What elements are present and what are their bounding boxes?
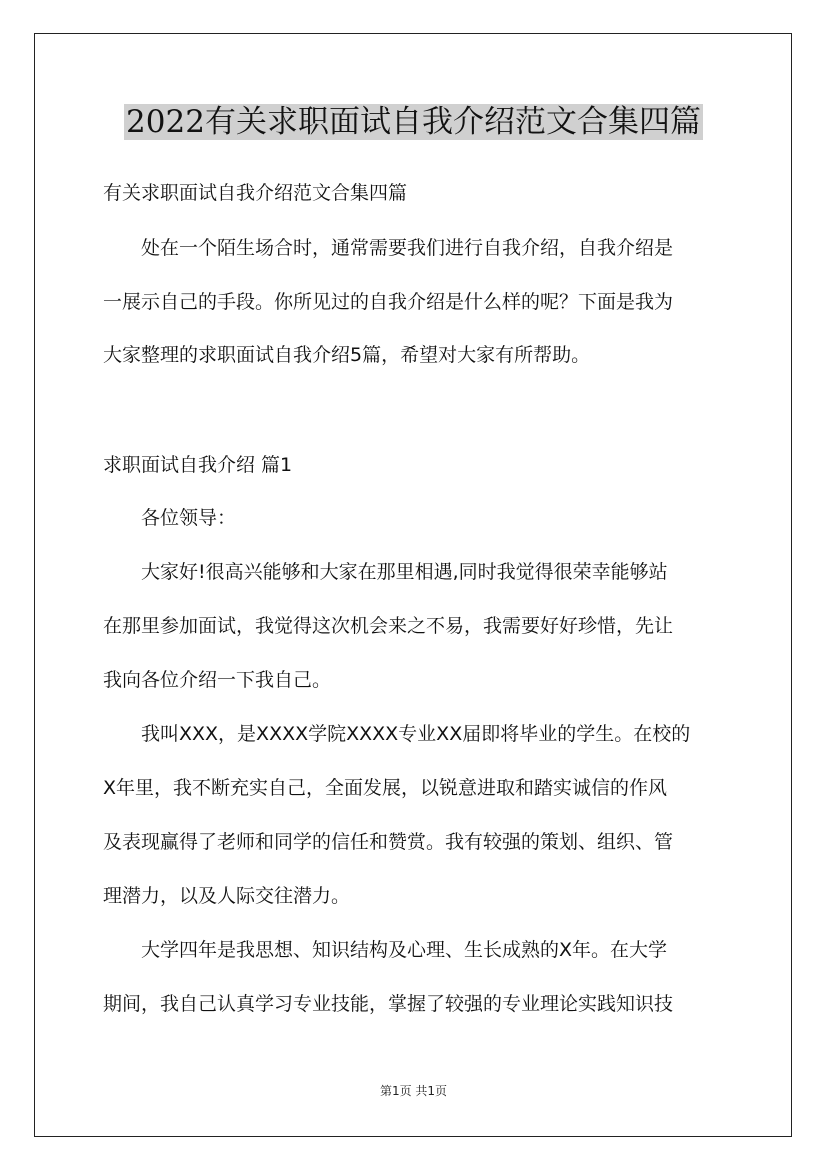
intro-line-2: 一展示自己的手段。你所见过的自我介绍是什么样的呢？下面是我为 (103, 291, 674, 313)
document-subtitle: 有关求职面试自我介绍范文合集四篇 (103, 182, 408, 204)
intro-line-3: 大家整理的求职面试自我介绍5篇，希望对大家有所帮助。 (103, 344, 591, 366)
para2-line-3: 及表现赢得了老师和同学的信任和赞赏。我有较强的策划、组织、管 (103, 831, 674, 853)
salutation: 各位领导： (141, 507, 237, 529)
intro-line-1: 处在一个陌生场合时，通常需要我们进行自我介绍，自我介绍是 (141, 237, 674, 259)
para3-line-1: 大学四年是我思想、知识结构及心理、生长成熟的X年。在大学 (141, 939, 668, 961)
para1-line-2: 在那里参加面试，我觉得这次机会来之不易，我需要好好珍惜，先让 (103, 615, 674, 637)
page-footer: 第1页 共1页 (379, 1084, 448, 1098)
para2-line-1: 我叫XXX，是XXXX学院XXXX专业XX届即将毕业的学生。在校的 (141, 723, 691, 745)
para1-line-3: 我向各位介绍一下我自己。 (103, 669, 332, 691)
para2-line-4: 理潜力，以及人际交往潜力。 (103, 885, 351, 907)
para2-line-2: X年里，我不断充实自己，全面发展，以锐意进取和踏实诚信的作风 (103, 777, 668, 799)
para1-line-1: 大家好!很高兴能够和大家在那里相遇,同时我觉得很荣幸能够站 (141, 561, 668, 583)
para3-line-2: 期间，我自己认真学习专业技能，掌握了较强的专业理论实践知识技 (103, 993, 674, 1015)
section-heading: 求职面试自我介绍 篇1 (103, 454, 293, 476)
document-title: 2022有关求职面试自我介绍范文合集四篇 (126, 104, 701, 140)
